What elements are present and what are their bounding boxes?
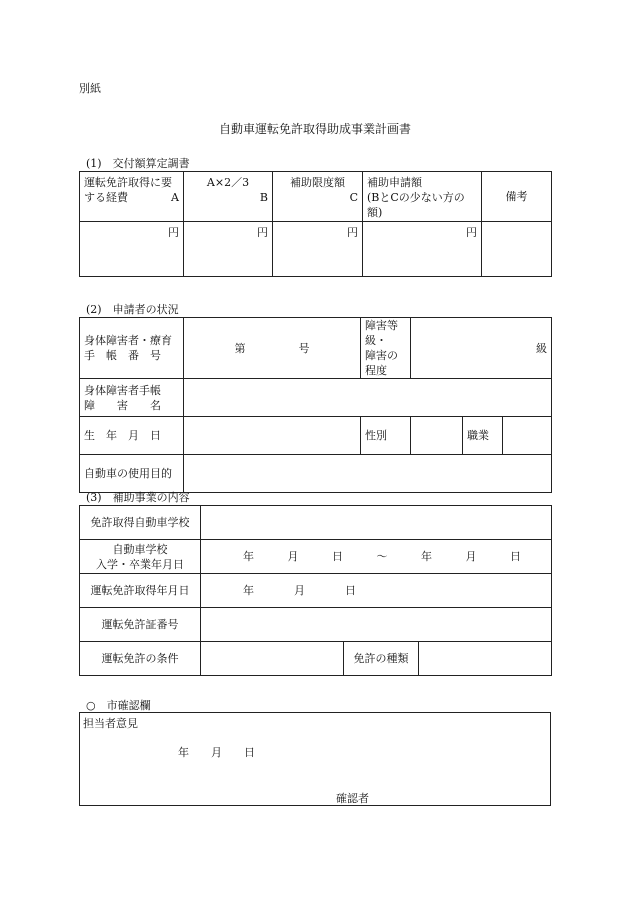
label-birthdate: 生 年 月 日 xyxy=(80,417,184,455)
confirmation-date: 年 月 日 xyxy=(178,746,255,759)
disability-grade-field[interactable]: 級 xyxy=(411,318,552,379)
school-period-field[interactable]: 年 月 日 ～ 年 月 日 xyxy=(201,540,552,574)
header-cost-a: 運転免許取得に要 する経費 A xyxy=(80,172,184,222)
document-title: 自動車運転免許取得助成事業計画書 xyxy=(218,122,411,136)
driving-school-field[interactable] xyxy=(201,506,552,540)
birthdate-field[interactable] xyxy=(184,417,361,455)
label-license-date: 運転免許取得年月日 xyxy=(80,574,201,608)
b-field[interactable]: 円 xyxy=(184,222,273,277)
label-car-purpose: 自動車の使用目的 xyxy=(80,455,184,493)
label-staff-opinion: 担当者意見 xyxy=(83,717,138,730)
grant-calculation-table xyxy=(79,171,552,277)
disability-name-field[interactable] xyxy=(184,379,552,417)
section4-heading: ○ 市確認欄 xyxy=(86,699,151,712)
annex-label: 別紙 xyxy=(79,82,101,95)
label-license-type: 免許の種類 xyxy=(344,642,419,676)
label-license-number: 運転免許証番号 xyxy=(80,608,201,642)
license-condition-field[interactable] xyxy=(201,642,344,676)
city-confirmation-box[interactable] xyxy=(79,712,551,806)
label-job: 職業 xyxy=(463,417,503,455)
techo-number-field[interactable]: 第 号 xyxy=(184,318,361,379)
job-field[interactable] xyxy=(503,417,552,455)
applicant-table xyxy=(79,317,552,493)
header-limit-c: 補助限度額 C xyxy=(273,172,363,222)
label-techo-disability-name: 身体障害者手帳 障 害 名 xyxy=(80,379,184,417)
header-remarks: 備考 xyxy=(482,172,552,222)
section3-heading: (3) 補助事業の内容 xyxy=(86,491,190,504)
label-school-period: 自動車学校 入学・卒業年月日 xyxy=(80,540,201,574)
request-field[interactable]: 円 xyxy=(363,222,482,277)
label-driving-school: 免許取得自動車学校 xyxy=(80,506,201,540)
license-number-field[interactable] xyxy=(201,608,552,642)
header-request: 補助申請額 (BとCの少ない方の 額) xyxy=(363,172,482,222)
license-date-field[interactable]: 年 月 日 xyxy=(201,574,552,608)
header-b: A×2／3 B xyxy=(184,172,273,222)
section1-heading: (1) 交付額算定調書 xyxy=(86,157,190,170)
section2-heading: (2) 申請者の状況 xyxy=(86,303,179,316)
label-confirmer: 確認者 xyxy=(336,792,369,805)
license-type-field[interactable] xyxy=(419,642,552,676)
cost-a-field[interactable]: 円 xyxy=(80,222,184,277)
label-license-condition: 運転免許の条件 xyxy=(80,642,201,676)
label-techo-number: 身体障害者・療育 手 帳 番 号 xyxy=(80,318,184,379)
limit-c-field[interactable]: 円 xyxy=(273,222,363,277)
label-disability-grade: 障害等級・ 障害の程度 xyxy=(361,318,411,379)
remarks-field[interactable] xyxy=(482,222,552,277)
project-content-table xyxy=(79,505,552,676)
sex-field[interactable] xyxy=(411,417,463,455)
car-purpose-field[interactable] xyxy=(184,455,552,493)
label-sex: 性別 xyxy=(361,417,411,455)
